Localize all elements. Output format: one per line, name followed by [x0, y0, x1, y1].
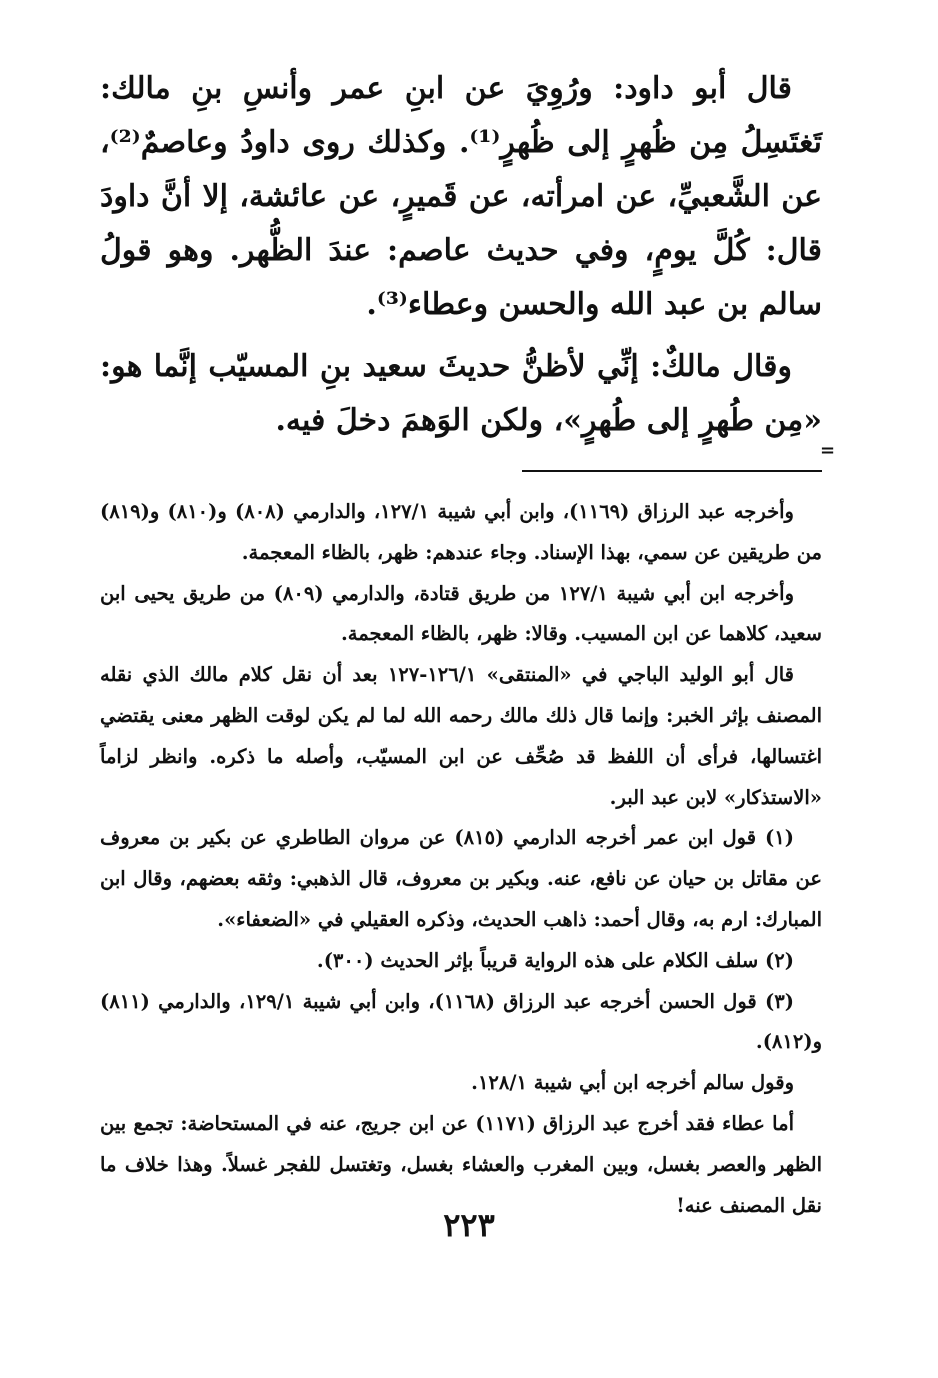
- continuation-mark: =: [820, 440, 836, 461]
- footnote-continuation-1: وأخرجه عبد الرزاق (١١٦٩)، وابن أبي شيبة ١٢٧/١، والدارمي (٨٠٨) و(٨١٠) و(٨١٩) من طريقين عن سمي، بهذا الإسناد. وجاء عندهم: ظهر، بالظاء المعجمة.: [100, 500, 822, 564]
- footnote-continuation-3: قال أبو الوليد الباجي في «المنتقى» ١٢٦/١-١٢٧ بعد أن نقل كلام مالك الذي نقله المصنف بإثر الخبر: وإنما قال ذلك مالك رحمه الله لما لم يكن لوقت الظهر معنى يقتضي اغتسالها، فرأى أن اللفظ قد صُحِّف عن ابن المسيّب، وأصله ما ذكره. وانظر لزاماً «الاستذكار» لابن عبد البر.: [100, 663, 822, 809]
- footnote-3-continuation-1: وقول سالم أخرجه ابن أبي شيبة ١٢٨/١.: [471, 1071, 794, 1095]
- main-paragraph-1: قال أبو داود: ورُوِيَ عن ابنِ عمر وأنسِ بنِ مالك: تَغتَسِلُ مِن ظُهرٍ إلى ظُهرٍ⁽¹⁾. وكذلك روى داودُ وعاصمٌ⁽²⁾، عن الشَّعبيِّ، عن امرأته، عن قَميرٍ، عن عائشة، إلا أنَّ داودَ قال: كُلَّ يومٍ، وفي حديث عاصم: عندَ الظُّهر. وهو قولُ سالم بن عبد الله والحسن وعطاء⁽³⁾.: [100, 71, 822, 322]
- footnote-continuation-2: وأخرجه ابن أبي شيبة ١٢٧/١ من طريق قتادة، والدارمي (٨٠٩) من طريق يحيى ابن سعيد، كلاهما عن ابن المسيب. وقالا: ظهر، بالظاء المعجمة.: [100, 581, 822, 646]
- footnote-2: (٢) سلف الكلام على هذه الرواية قريباً بإثر الحديث (٣٠٠).: [316, 948, 794, 972]
- footnotes: [100, 492, 822, 1226]
- main-paragraph-2: وقال مالكٌ: إنِّي لأظنُّ حديثَ سعيد بنِ المسيّب إنَّما هو: «مِن طُهرٍ إلى طُهرٍ»، ولكن الوَهمَ دخلَ فيه.: [100, 349, 822, 438]
- footnote-1: (١) قول ابن عمر أخرجه الدارمي (٨١٥) عن مروان الطاطري عن بكير بن معروف عن مقاتل بن حيان عن نافع، عنه. وبكير بن معروف، قال الذهبي: وثقه بعضهم، وقال ابن المبارك: ارم به، وقال أحمد: ذاهب الحديث، وذكره العقيلي في «الضعفاء».: [100, 826, 822, 931]
- main-text: [100, 62, 822, 448]
- page-number: ٢٢٣: [443, 1206, 495, 1244]
- footnote-separator: [522, 470, 822, 472]
- footnote-3-continuation-2: أما عطاء فقد أخرج عبد الرزاق (١١٧١) عن ابن جريج، عنه في المستحاضة: تجمع بين الظهر والعصر بغسل، وبين المغرب والعشاء بغسل، وتغتسل للفجر غسلاً. وهذا خلاف ما نقل المصنف عنه!: [100, 1111, 822, 1217]
- footnote-3: (٣) قول الحسن أخرجه عبد الرزاق (١١٦٨)، وابن أبي شيبة ١٢٩/١، والدارمي (٨١١) و(٨١٢).: [100, 989, 822, 1054]
- page-body: [100, 62, 822, 1226]
